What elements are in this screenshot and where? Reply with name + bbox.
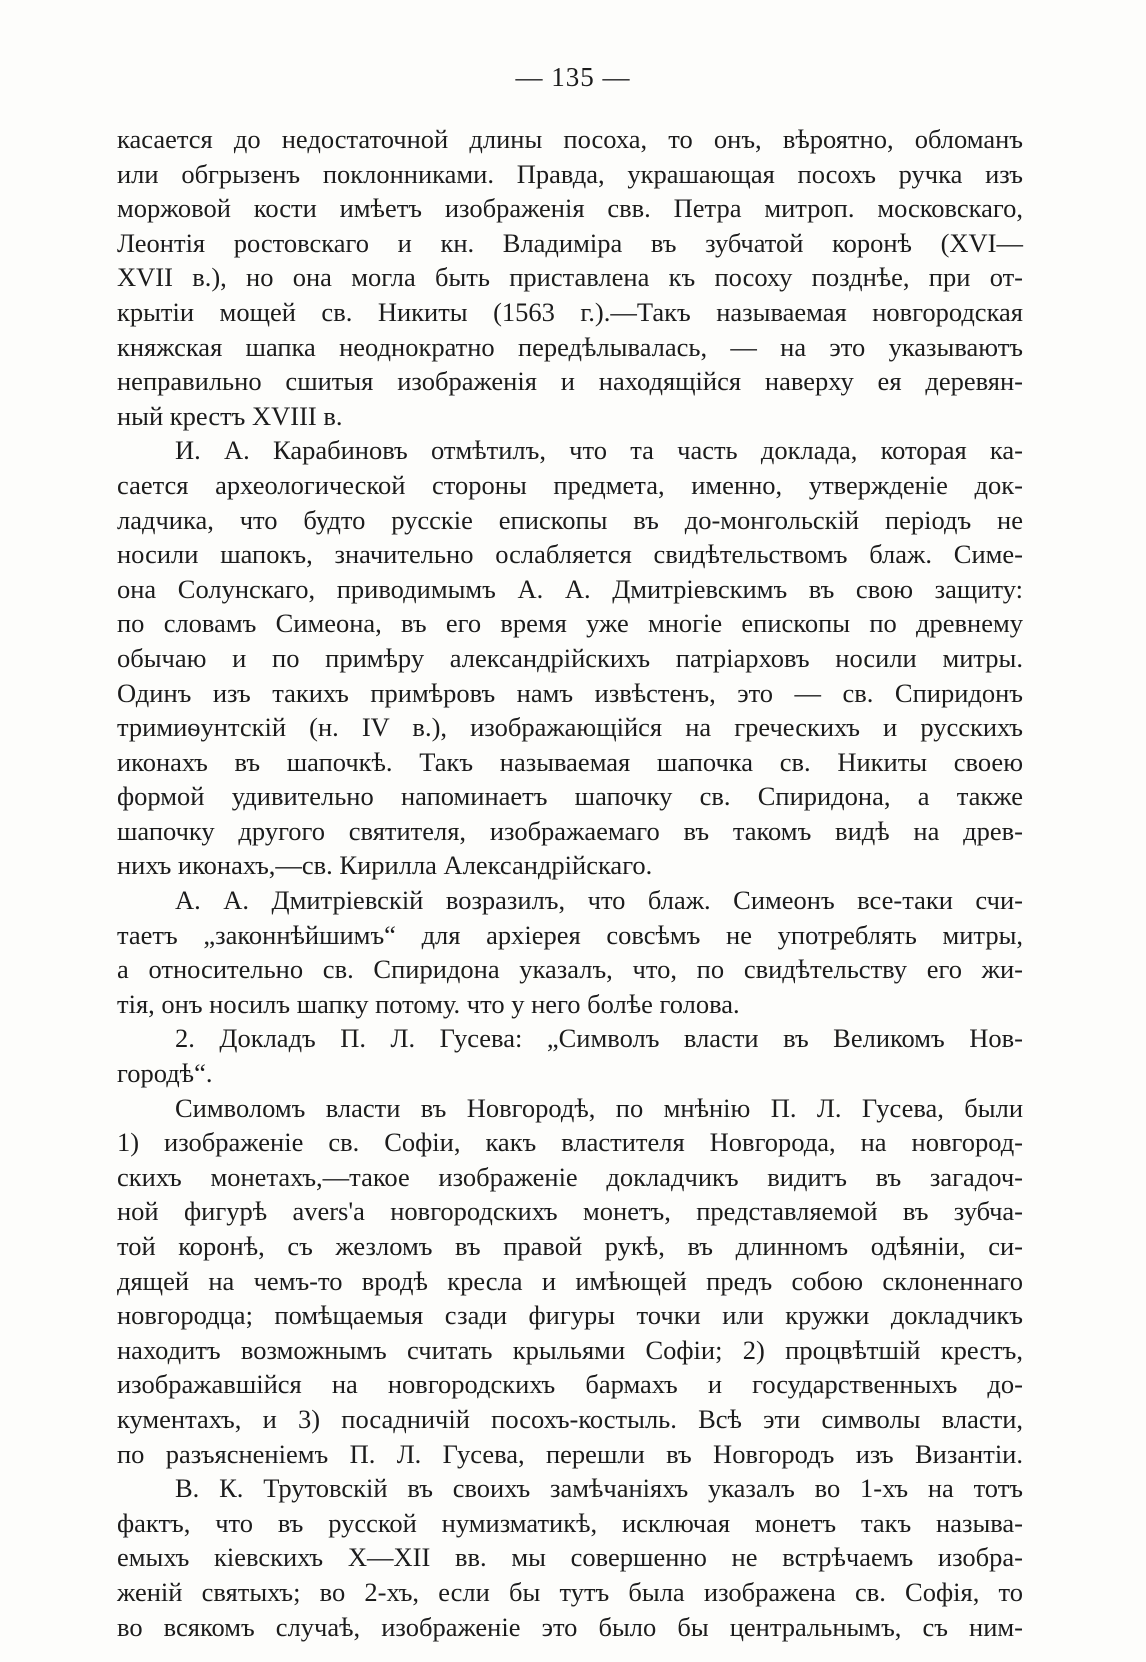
text-line: И. А. Карабиновъ отмѣтилъ, что та часть доклада, которая ка-: [175, 435, 1023, 466]
text-line: а относительно св. Спиридона указалъ, что, по свидѣтельству его жи-: [117, 954, 1023, 985]
text-line: нихъ иконахъ,—св. Кирилла Александрійскаго.: [117, 850, 653, 881]
text-line: новгородца; помѣщаемыя сзади фигуры точки или кружки докладчикъ: [117, 1300, 1023, 1331]
text-line: по словамъ Симеона, въ его время уже многіе епископы по древнему: [117, 608, 1023, 639]
text-line: скихъ монетахъ,—такое изображеніе докладчикъ видитъ въ загадоч-: [117, 1161, 1023, 1192]
text-line: Символомъ власти въ Новгородѣ, по мнѣнію П. Л. Гусева, были: [175, 1092, 1023, 1123]
text-line: по разъясненіемъ П. Л. Гусева, перешли въ Новгородъ изъ Византіи.: [117, 1438, 1023, 1469]
text-line: кументахъ, и 3) посадничій посохъ-костыль. Всѣ эти символы власти,: [117, 1403, 1023, 1434]
document-body: [117, 122, 1023, 1644]
text-line: емыхъ кіевскихъ X—XII вв. мы совершенно не встрѣчаемъ изобра-: [117, 1542, 1023, 1573]
text-line: А. А. Дмитріевскій возразилъ, что блаж. Симеонъ все-таки счи-: [175, 885, 1023, 916]
text-line: княжская шапка неоднократно передѣлывалась, — на это указываютъ: [117, 331, 1023, 362]
text-line: или обгрызенъ поклонниками. Правда, украшающая посохъ ручка изъ: [117, 158, 1023, 189]
text-line: той коронѣ, съ жезломъ въ правой рукѣ, въ длинномъ одѣяніи, си-: [117, 1231, 1023, 1261]
text-line: ладчика, что будто русскіе епископы въ до-монгольскій періодъ не: [117, 504, 1023, 535]
text-line: В. К. Трутовскій въ своихъ замѣчаніяхъ указалъ во 1-хъ на тотъ: [175, 1473, 1023, 1504]
text-line: дящей на чемъ-то вродѣ кресла и имѣющей предъ собою склоненнаго: [117, 1265, 1023, 1296]
text-line: неправильно сшитыя изображенія и находящійся наверху ея деревян-: [117, 366, 1023, 397]
text-line: женій святыхъ; во 2-хъ, если бы тутъ была изображена св. Софія, то: [117, 1576, 1023, 1607]
text-line: 2. Докладъ П. Л. Гусева: „Символъ власти въ Великомъ Нов-: [175, 1023, 1023, 1054]
text-line: формой удивительно напоминаетъ шапочку св. Спиридона, а также: [117, 781, 1023, 812]
text-line: тія, онъ носилъ шапку потому. что у него болѣе голова.: [117, 988, 740, 1019]
text-line: городѣ“.: [117, 1058, 213, 1089]
text-line: обычаю и по примѣру александрійскихъ патріарховъ носили митры.: [117, 642, 1023, 673]
text-line: иконахъ въ шапочкѣ. Такъ называемая шапочка св. Никиты своею: [117, 746, 1023, 777]
text-line: тримиѳунтскій (н. IV в.), изображающійся на греческихъ и русскихъ: [117, 712, 1023, 743]
text-line: Леонтія ростовскаго и кн. Владиміра въ зубчатой коронѣ (XVI—: [117, 227, 1023, 258]
text-line: носили шапокъ, значительно ослабляется свидѣтельствомъ блаж. Симе-: [117, 539, 1023, 570]
text-line: таетъ „законнѣйшимъ“ для архіерея совсѣмъ не употреблять митры,: [117, 919, 1023, 950]
text-line: ной фигурѣ avers'а новгородскихъ монетъ, представляемой въ зубча-: [117, 1196, 1023, 1227]
text-line: во всякомъ случаѣ, изображеніе это было бы центральнымъ, съ ним-: [117, 1611, 1023, 1642]
text-line: XVII в.), но она могла быть приставлена къ посоху позднѣе, при от-: [117, 262, 1023, 293]
page-number: — 135 —: [515, 62, 631, 92]
text-line: ный крестъ XVIII в.: [117, 400, 343, 431]
text-line: крытіи мощей св. Никиты (1563 г.).—Такъ называемая новгородская: [117, 296, 1023, 327]
text-line: находитъ возможнымъ считать крыльями Софіи; 2) процвѣтшій крестъ,: [117, 1334, 1023, 1365]
text-line: изображавшійся на новгородскихъ бармахъ и государственныхъ до-: [117, 1369, 1023, 1400]
text-line: моржовой кости имѣетъ изображенія свв. Петра митроп. московскаго,: [117, 193, 1023, 224]
text-line: фактъ, что въ русской нумизматикѣ, исключая монетъ такъ называ-: [117, 1507, 1023, 1538]
text-line: сается археологической стороны предмета, именно, утвержденіе док-: [117, 469, 1023, 500]
text-line: шапочку другого святителя, изображаемаго въ такомъ видѣ на древ-: [117, 815, 1023, 846]
text-line: Одинъ изъ такихъ примѣровъ намъ извѣстенъ, это — св. Спиридонъ: [117, 677, 1023, 708]
text-line: касается до недостаточной длины посоха, то онъ, вѣроятно, обломанъ: [117, 124, 1023, 154]
text-line: она Солунскаго, приводимымъ А. А. Дмитріевскимъ въ свою защиту:: [117, 573, 1023, 604]
text-line: 1) изображеніе св. Софіи, какъ властителя Новгорода, на новгород-: [117, 1127, 1023, 1158]
